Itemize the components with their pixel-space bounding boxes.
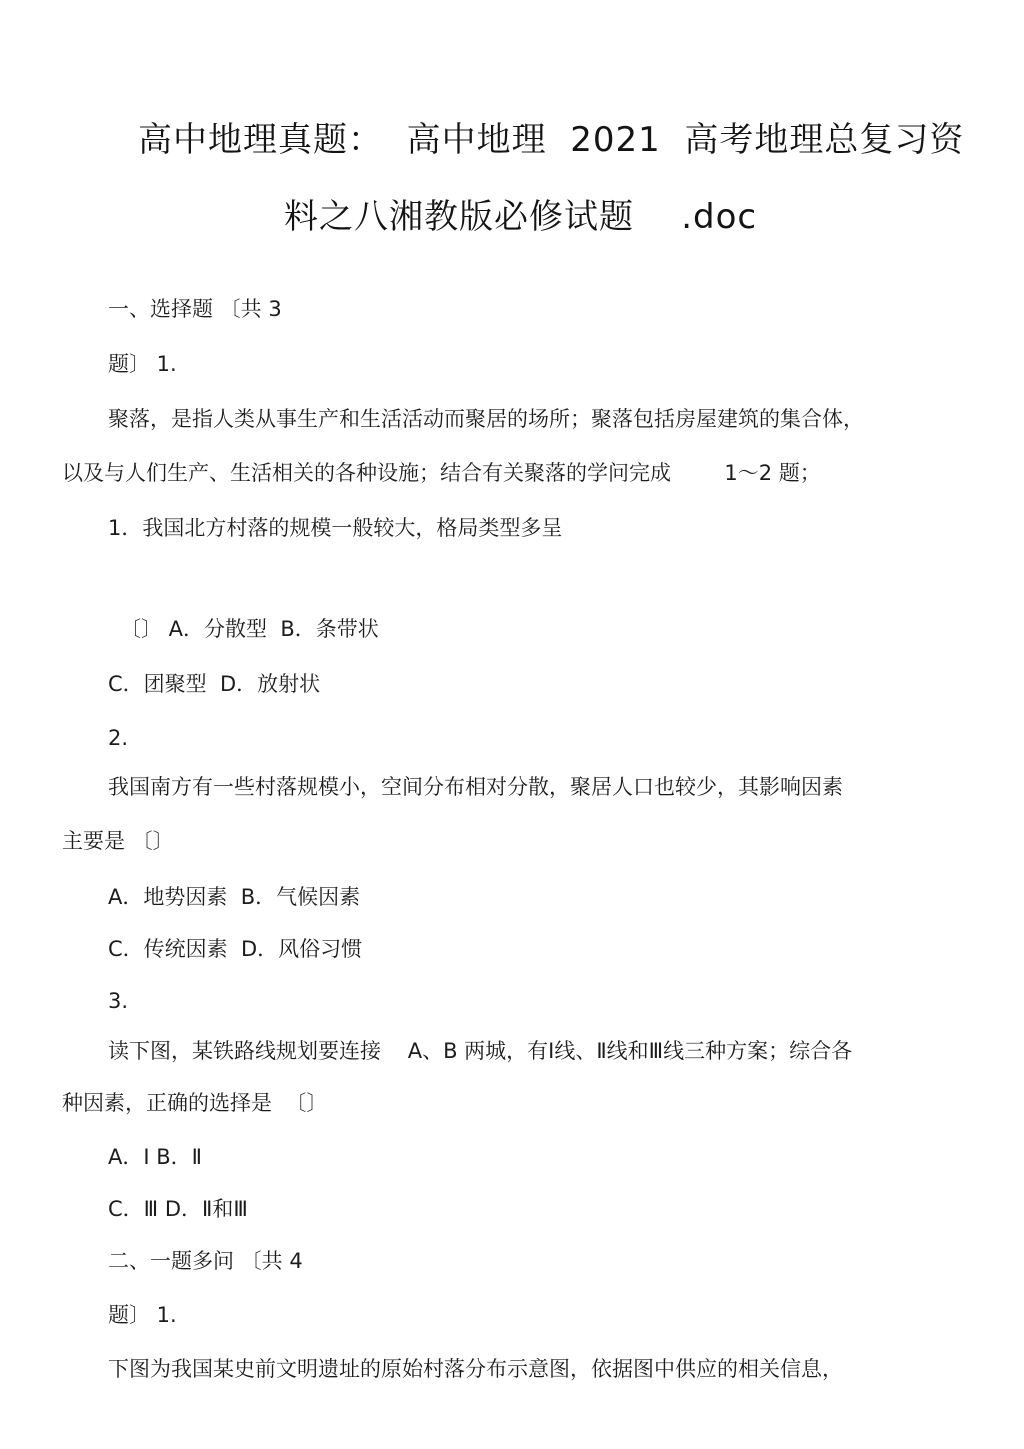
question-1-stem: 1．我国北方村落的规模一般较大，格局类型多呈 <box>108 516 563 540</box>
section-heading-choice: 一、选择题 〔共 3 <box>108 297 282 321</box>
paragraph-prehistoric-site: 下图为我国某史前文明遗址的原始村落分布示意图，依据图中供应的相关信息， <box>108 1357 843 1381</box>
question-2-stem: 我国南方有一些村落规模小，空间分布相对分散，聚居人口也较少，其影响因素 <box>108 775 843 799</box>
section-heading-multi: 二、一题多问 〔共 4 <box>108 1249 303 1273</box>
question-3-stem: 读下图，某铁路线规划要连接 A、B 两城，有Ⅰ线、Ⅱ线和Ⅲ线三种方案；综合各 <box>108 1039 853 1063</box>
document-title-line-2: 料之八湘教版必修试题 .doc <box>284 197 758 237</box>
question-3-number: 3. <box>108 989 129 1013</box>
section-heading-multi-cont: 题〕 1. <box>108 1303 177 1327</box>
section-heading-choice-cont: 题〕 1. <box>108 352 177 376</box>
paragraph-settlement-intro: 聚落，是指人类从事生产和生活活动而聚居的场所；聚落包括房屋建筑的集合体， <box>108 407 864 431</box>
question-3-stem-cont: 种因素，正确的选择是 〔〕 <box>62 1091 328 1115</box>
question-3-options-cd: C．Ⅲ D．Ⅱ和Ⅲ <box>108 1197 248 1221</box>
document-title-line-1: 高中地理真题： 高中地理 2021 高考地理总复习资 <box>138 120 965 160</box>
question-2-options-ab: A．地势因素 B．气候因素 <box>108 885 361 909</box>
paragraph-settlement-intro-cont: 以及与人们生产、生活相关的各种设施；结合有关聚落的学问完成 1～2 题； <box>62 461 821 485</box>
question-2-stem-cont: 主要是 〔〕 <box>62 829 174 853</box>
question-1-options-ab: 〔〕 A．分散型 B．条带状 <box>120 617 379 641</box>
question-2-number: 2. <box>108 726 129 750</box>
question-2-options-cd: C．传统因素 D．风俗习惯 <box>108 937 363 961</box>
question-1-options-cd: C．团聚型 D．放射状 <box>108 672 321 696</box>
question-3-options-ab: A．Ⅰ B．Ⅱ <box>108 1145 202 1169</box>
